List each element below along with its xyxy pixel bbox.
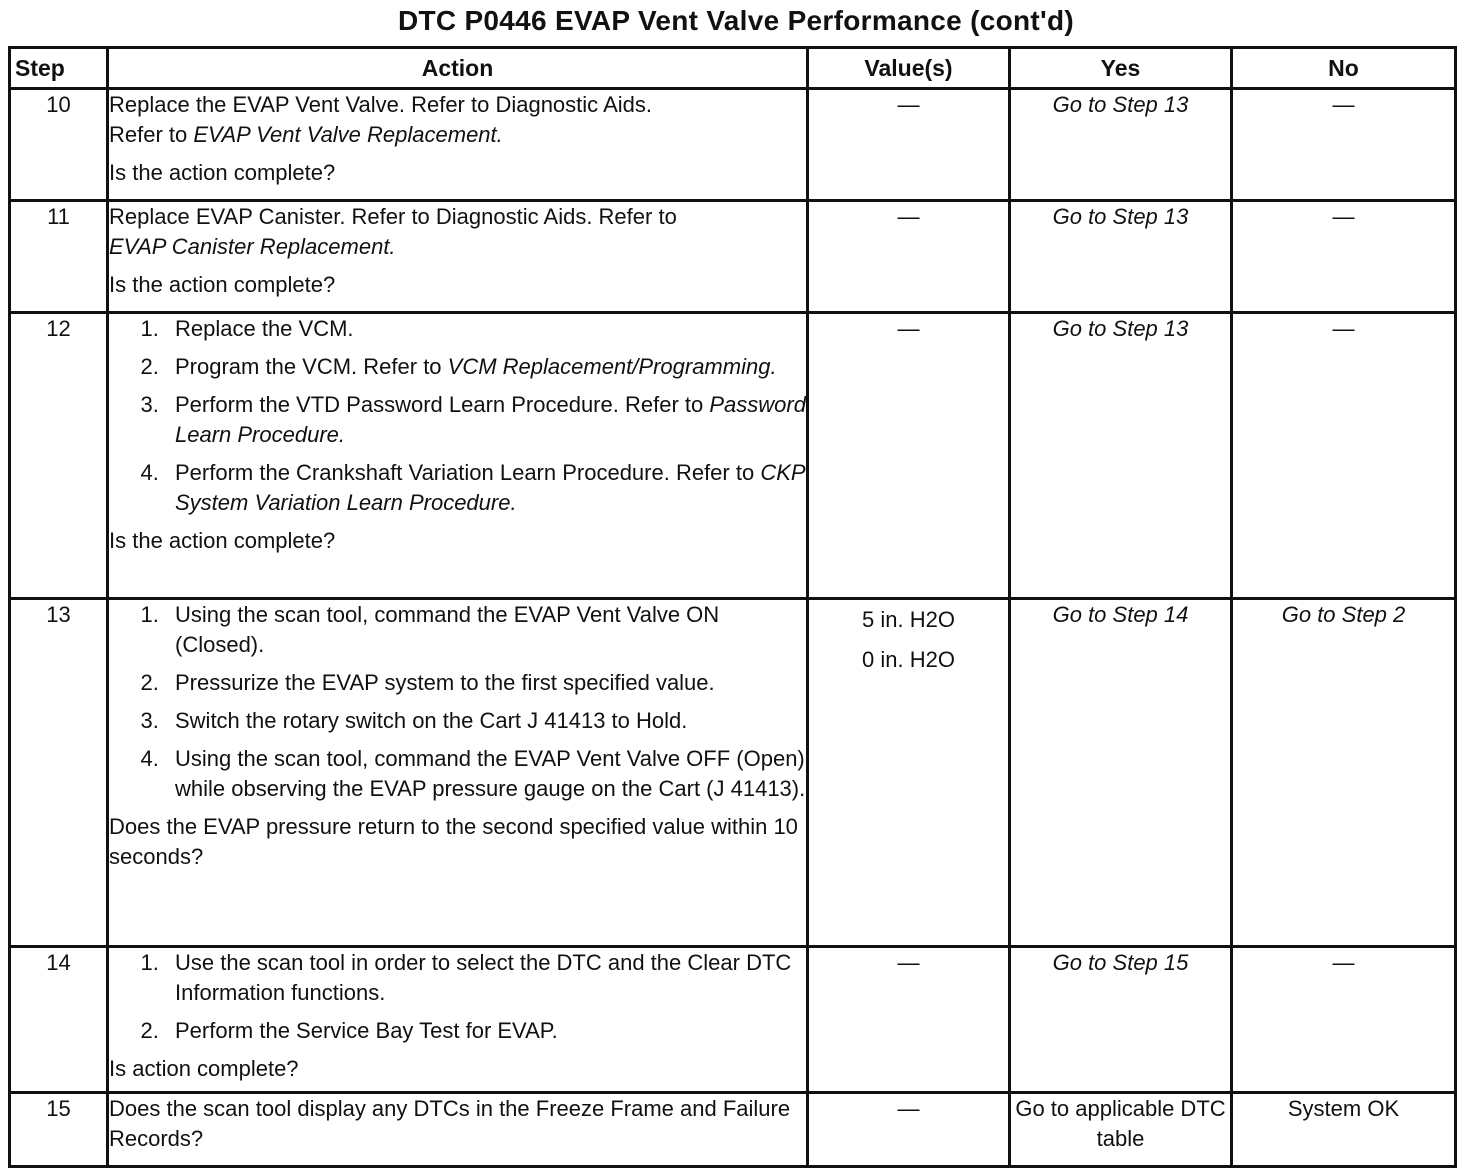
header-step: Step — [10, 48, 108, 89]
action-text: Replace the EVAP Vent Valve. Refer to Diagnostic Aids. — [109, 92, 652, 117]
value-cell — [808, 599, 1010, 947]
yes-cell: Go to Step 15 — [1010, 947, 1232, 1093]
value-cell: — — [808, 1093, 1010, 1167]
list-item — [165, 458, 806, 518]
action-question: Is the action complete? — [109, 528, 336, 553]
yes-cell: Go to Step 13 — [1010, 89, 1232, 201]
specified-values — [862, 600, 955, 680]
action-steps-list — [109, 948, 806, 1046]
value-cell: — — [808, 89, 1010, 201]
list-item — [165, 314, 806, 344]
action-question: Is action complete? — [109, 1056, 299, 1081]
no-cell: — — [1232, 313, 1456, 599]
action-cell — [108, 201, 808, 313]
action-text: Perform the Crankshaft Variation Learn Procedure. Refer to — [175, 460, 761, 485]
header-action: Action — [108, 48, 808, 89]
table-row — [10, 313, 1456, 599]
action-text — [109, 120, 806, 150]
reference-text: Password Learn Procedure. — [175, 392, 806, 447]
action-text: Perform the VTD Password Learn Procedure. Refer to — [175, 392, 710, 417]
table-row — [10, 201, 1456, 313]
no-cell: Go to Step 2 — [1232, 599, 1456, 947]
yes-cell: Go to Step 14 — [1010, 599, 1232, 947]
list-item: 4. Using the scan tool, command the EVAP Vent Valve OFF (Open) while observing the EVAP pressure gauge on the Cart (J 41413). — [165, 744, 806, 804]
header-values: Value(s) — [808, 48, 1010, 89]
step-number: 13 — [10, 599, 108, 947]
action-steps-list — [109, 600, 806, 804]
action-question: Is the action complete? — [109, 272, 336, 297]
yes-cell: Go to Step 13 — [1010, 313, 1232, 599]
action-steps-list — [109, 314, 806, 518]
first-specified-value: 5 in. H2O — [862, 607, 955, 632]
list-item — [165, 352, 806, 382]
action-text: Replace the VCM. — [175, 316, 354, 341]
action-cell — [108, 1093, 808, 1167]
yes-cell: Go to Step 13 — [1010, 201, 1232, 313]
second-specified-value: 0 in. H2O — [862, 647, 955, 672]
table-row — [10, 1093, 1456, 1167]
reference-text: VCM Replacement/Programming. — [447, 354, 777, 379]
list-item — [165, 390, 806, 450]
diagnostic-table — [8, 46, 1457, 1168]
value-cell: — — [808, 201, 1010, 313]
reference-text: EVAP Vent Valve Replacement. — [193, 122, 503, 147]
value-cell: — — [808, 313, 1010, 599]
no-cell: System OK — [1232, 1093, 1456, 1167]
page-title: DTC P0446 EVAP Vent Valve Performance (cont'd) — [397, 5, 1075, 36]
header-yes: Yes — [1010, 48, 1232, 89]
action-cell — [108, 599, 808, 947]
action-question: Does the scan tool display any DTCs in the Freeze Frame and Failure Records? — [109, 1096, 791, 1151]
no-cell: — — [1232, 201, 1456, 313]
table-row — [10, 89, 1456, 201]
list-item: 3. Switch the rotary switch on the Cart J 41413 to Hold. — [165, 706, 806, 736]
action-cell — [108, 89, 808, 201]
yes-cell: Go to applicable DTC table — [1010, 1093, 1232, 1167]
header-no: No — [1232, 48, 1456, 89]
table-row — [10, 947, 1456, 1093]
reference-text: EVAP Canister Replacement. — [109, 234, 396, 259]
step-number: 15 — [10, 1093, 108, 1167]
action-text: Program the VCM. Refer to — [175, 354, 448, 379]
table-row — [10, 599, 1456, 947]
action-text: Replace EVAP Canister. Refer to Diagnostic Aids. Refer to — [109, 204, 677, 229]
list-item: 1. Using the scan tool, command the EVAP Vent Valve ON (Closed). — [165, 600, 806, 660]
step-number: 12 — [10, 313, 108, 599]
no-cell: — — [1232, 89, 1456, 201]
action-question: Is the action complete? — [109, 160, 336, 185]
action-cell — [108, 947, 808, 1093]
list-item: 2. Pressurize the EVAP system to the first specified value. — [165, 668, 806, 698]
action-text-part: Refer to — [109, 122, 194, 147]
action-cell — [108, 313, 808, 599]
action-question: Does the EVAP pressure return to the second specified value within 10 seconds? — [109, 814, 798, 869]
header-row — [10, 48, 1456, 89]
value-cell: — — [808, 947, 1010, 1093]
step-number: 10 — [10, 89, 108, 201]
step-number: 11 — [10, 201, 108, 313]
reference-text: CKP System Variation Learn Procedure. — [175, 460, 805, 515]
list-item: 2. Perform the Service Bay Test for EVAP. — [165, 1016, 806, 1046]
no-cell: — — [1232, 947, 1456, 1093]
list-item: 1. Use the scan tool in order to select the DTC and the Clear DTC Information functions. — [165, 948, 806, 1008]
step-number: 14 — [10, 947, 108, 1093]
